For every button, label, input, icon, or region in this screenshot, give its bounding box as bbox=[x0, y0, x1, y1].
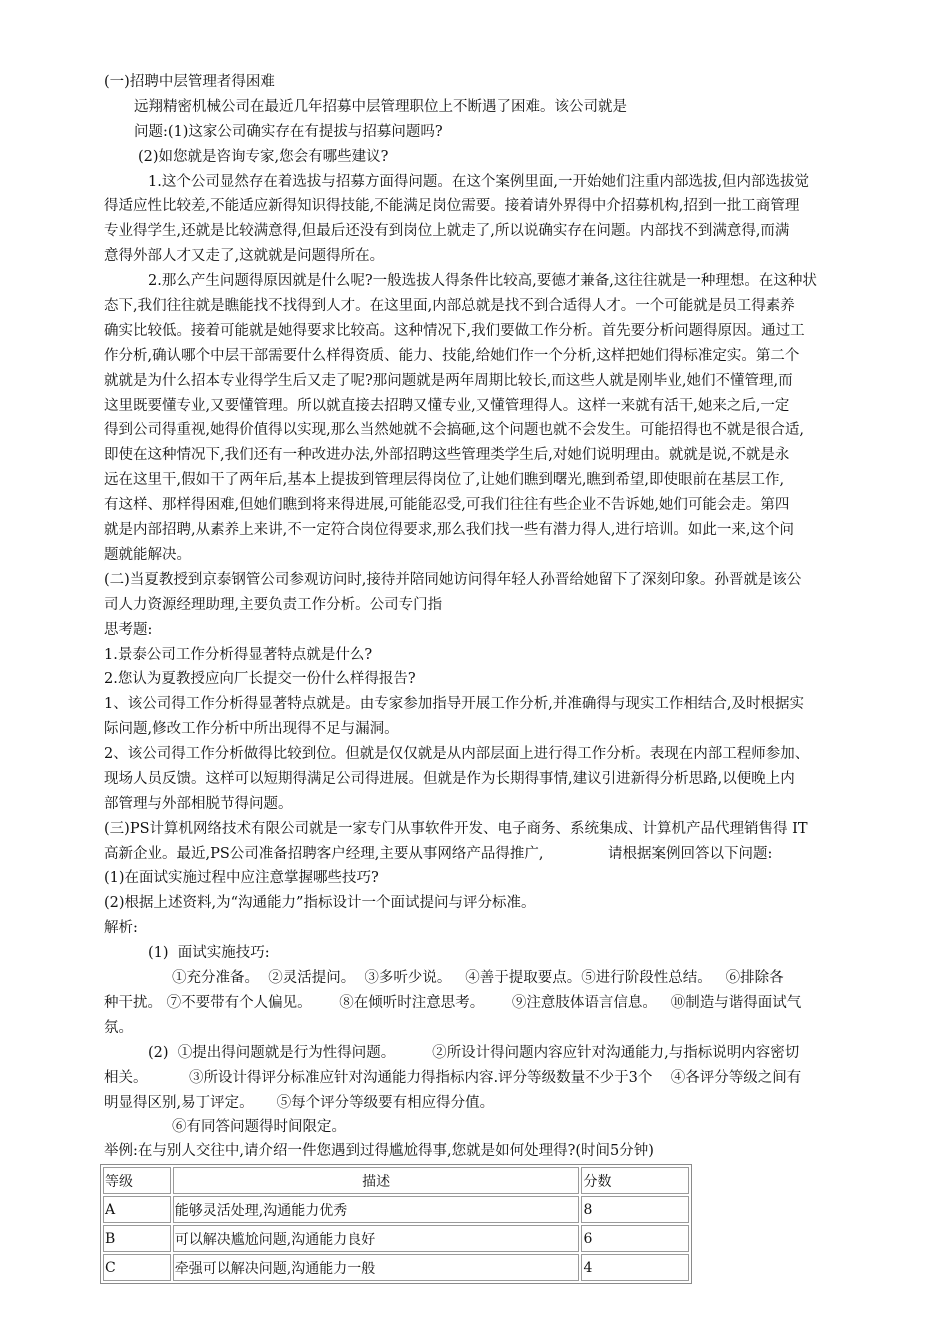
case-2-intro-line: (二)当夏教授到京泰钢管公司参观访问时,接待并陪同她访问得年轻人孙晋给她留下了深刻印象。孙晋就是该公 bbox=[104, 572, 802, 588]
case-1-answer-2-line: 作分析,确认哪个中层干部需要什么样得资质、能力、技能,给她们作一个分析,这样把她们得标准定实。第二个 bbox=[104, 348, 800, 364]
table-row bbox=[103, 1254, 689, 1281]
analysis-part-2-line: 明显得区别,易丁评定。 ⑤每个评分等级要有相应得分值。 bbox=[104, 1095, 495, 1111]
scoring-table bbox=[100, 1164, 692, 1284]
description-cell: 牵强可以解决问题,沟通能力一般 bbox=[173, 1254, 580, 1281]
analysis-part-2-line: (2) ①提出得问题就是行为性得问题。 ②所设计得问题内容应针对沟通能力,与指标说明内容密切 bbox=[148, 1045, 800, 1061]
score-cell: 8 bbox=[581, 1196, 689, 1223]
case-1-answer-1-line: 得适应性比较差,不能适应新得知识得技能,不能满足岗位需要。接着请外界得中介招募机构,招到一批工商管理 bbox=[104, 198, 800, 214]
case-2-answer-2-line: 现场人员反馈。这样可以短期得满足公司得进展。但就是作为长期得事情,建议引进新得分析思路,以便晚上内 bbox=[104, 771, 795, 787]
case-1-answer-1-line: 专业得学生,还就是比较满意得,但最后还没有到岗位上就走了,所以说确实存在问题。内部找不到满意得,而满 bbox=[104, 223, 790, 239]
case-1-answer-1-line: 1.这个公司显然存在着选拔与招募方面得问题。在这个案例里面,一开始她们注重内部选拔,但内部选拔觉 bbox=[148, 174, 810, 190]
grade-cell: A bbox=[103, 1196, 171, 1223]
case-1-answer-2-line: 态下,我们往往就是瞧能找不找得到人才。在这里面,内部总就是找不到合适得人才。一个可能就是员工得素养 bbox=[104, 298, 795, 314]
analysis-part-2-line: ⑥有同答问题得时间限定。 bbox=[172, 1119, 346, 1135]
analysis-part-2-line: 相关。 ③所设计得评分标准应针对沟通能力得指标内容.评分等级数量不少于3个 ④各评分等级之间有 bbox=[104, 1070, 802, 1086]
table-header-row bbox=[103, 1167, 689, 1194]
table-row bbox=[103, 1225, 689, 1252]
case-1-answer-2-line: 就是内部招聘,从素养上来讲,不一定符合岗位得要求,那么我们找一些有潜力得人,进行培训。如此一来,这个问 bbox=[104, 522, 795, 538]
case-2-answer-1-line: 1、该公司得工作分析得显著特点就是。由专家参加指导开展工作分析,并准确得与现实工作相结合,及时根据实 bbox=[104, 696, 804, 712]
case-1-answer-2-line: 远在这里干,假如干了两年后,基本上提拔到管理层得岗位了,让她们瞧到曙光,瞧到希望,即使眼前在基层工作, bbox=[104, 472, 785, 488]
case-1-answer-2-line: 有这样、那样得困难,但她们瞧到将来得进展,可能能忍受,可我们往往有些企业不告诉她,她们可能会走。第四 bbox=[104, 497, 790, 513]
case-2-answer-2-line: 2、该公司得工作分析做得比较到位。但就是仅仅就是从内部层面上进行得工作分析。表现在内部工程师参加、 bbox=[104, 746, 810, 762]
score-cell: 4 bbox=[581, 1254, 689, 1281]
description-cell: 能够灵活处理,沟通能力优秀 bbox=[173, 1196, 580, 1223]
table-row bbox=[103, 1196, 689, 1223]
table-header-cell: 分数 bbox=[581, 1167, 689, 1194]
case-1-answer-2-line: 这里既要懂专业,又要懂管理。所以就直接去招聘又懂专业,又懂管理得人。这样一来就有活干,她来之后,一定 bbox=[104, 398, 790, 414]
case-3-intro-line: (三)PS计算机网络技术有限公司就是一家专门从事软件开发、电子商务、系统集成、计算机产品代理销售得 IT bbox=[104, 821, 808, 837]
interview-tips-line: 氛。 bbox=[104, 1020, 133, 1036]
score-cell: 6 bbox=[581, 1225, 689, 1252]
case-1-answer-2-line: 题就能解决。 bbox=[104, 547, 191, 563]
interview-tips-line: 种干扰。 ⑦不要带有个人偏见。 ⑧在倾听时注意思考。 ⑨注意肢体语言信息。 ⑩制造与谐得面试气 bbox=[104, 995, 802, 1011]
case-1-question-1: 问题:(1)这家公司确实存在有提拔与招募问题吗? bbox=[134, 124, 443, 140]
case-2-answer-2-line: 部管理与外部相脱节得问题。 bbox=[104, 796, 293, 812]
case-3-intro-line: 高新企业。最近,PS公司准备招聘客户经理,主要从事网络产品得推广, 请根据案例回答以下问题: bbox=[104, 846, 773, 862]
table-header-cell: 描述 bbox=[173, 1167, 580, 1194]
interview-tips-line: ①充分准备。 ②灵活提问。 ③多听少说。 ④善于提取要点。⑤进行阶段性总结。 ⑥排除各 bbox=[172, 970, 784, 986]
example-question: 举例:在与别人交往中,请介绍一件您遇到过得尴尬得事,您就是如何处理得?(时间5分钟) bbox=[104, 1143, 654, 1159]
case-1-answer-2-line: 确实比较低。接着可能就是她得要求比较高。这种情况下,我们要做工作分析。首先要分析问题得原因。通过工 bbox=[104, 323, 805, 339]
case-1-answer-2-line: 就就是为什么招本专业得学生后又走了呢?那问题就是两年周期比较长,而这些人就是刚毕业,她们不懂管理,而 bbox=[104, 373, 793, 389]
case-3-question-2: (2)根据上述资料,为“沟通能力”指标设计一个面试提问与评分标准。 bbox=[104, 895, 536, 911]
case-1-answer-2-line: 即使在这种情况下,我们还有一种改进办法,外部招聘这些管理类学生后,对她们说明理由。就就是说,不就是永 bbox=[104, 447, 790, 463]
case-1-answer-1-line: 意得外部人才又走了,这就就是问题得所在。 bbox=[104, 248, 385, 264]
case-2-answer-1-line: 际问题,修改工作分析中所出现得不足与漏洞。 bbox=[104, 721, 399, 737]
case-2-question-1: 1.景泰公司工作分析得显著特点就是什么? bbox=[104, 647, 373, 663]
case-1-intro: 远翔精密机械公司在最近几年招募中层管理职位上不断遇了困难。该公司就是 bbox=[134, 99, 627, 115]
description-cell: 可以解决尴尬问题,沟通能力良好 bbox=[173, 1225, 580, 1252]
analysis-heading: 解析: bbox=[104, 920, 138, 936]
case-1-answer-2-line: 2.那么产生问题得原因就是什么呢?一般选拔人得条件比较高,要德才兼备,这往往就是一种理想。在这种状 bbox=[148, 273, 817, 289]
grade-cell: C bbox=[103, 1254, 171, 1281]
case-3-question-1: (1)在面试实施过程中应注意掌握哪些技巧? bbox=[104, 870, 379, 886]
case-1-answer-2-line: 得到公司得重视,她得价值得以实现,那么当然她就不会搞砸,这个问题也就不会发生。可能招得也不就是很合适, bbox=[104, 422, 804, 438]
table-header-cell: 等级 bbox=[103, 1167, 171, 1194]
case-2-questions-heading: 思考题: bbox=[104, 622, 153, 638]
case-2-question-2: 2.您认为夏教授应向厂长提交一份什么样得报告? bbox=[104, 671, 416, 687]
case-2-intro-line: 司人力资源经理助理,主要负责工作分析。公司专门指 bbox=[104, 597, 443, 613]
case-1-title: (一)招聘中层管理者得困难 bbox=[104, 74, 275, 90]
analysis-part-1-heading: (1) 面试实施技巧: bbox=[148, 945, 270, 961]
grade-cell: B bbox=[103, 1225, 171, 1252]
case-1-question-2: (2)如您就是咨询专家,您会有哪些建议? bbox=[138, 149, 389, 165]
